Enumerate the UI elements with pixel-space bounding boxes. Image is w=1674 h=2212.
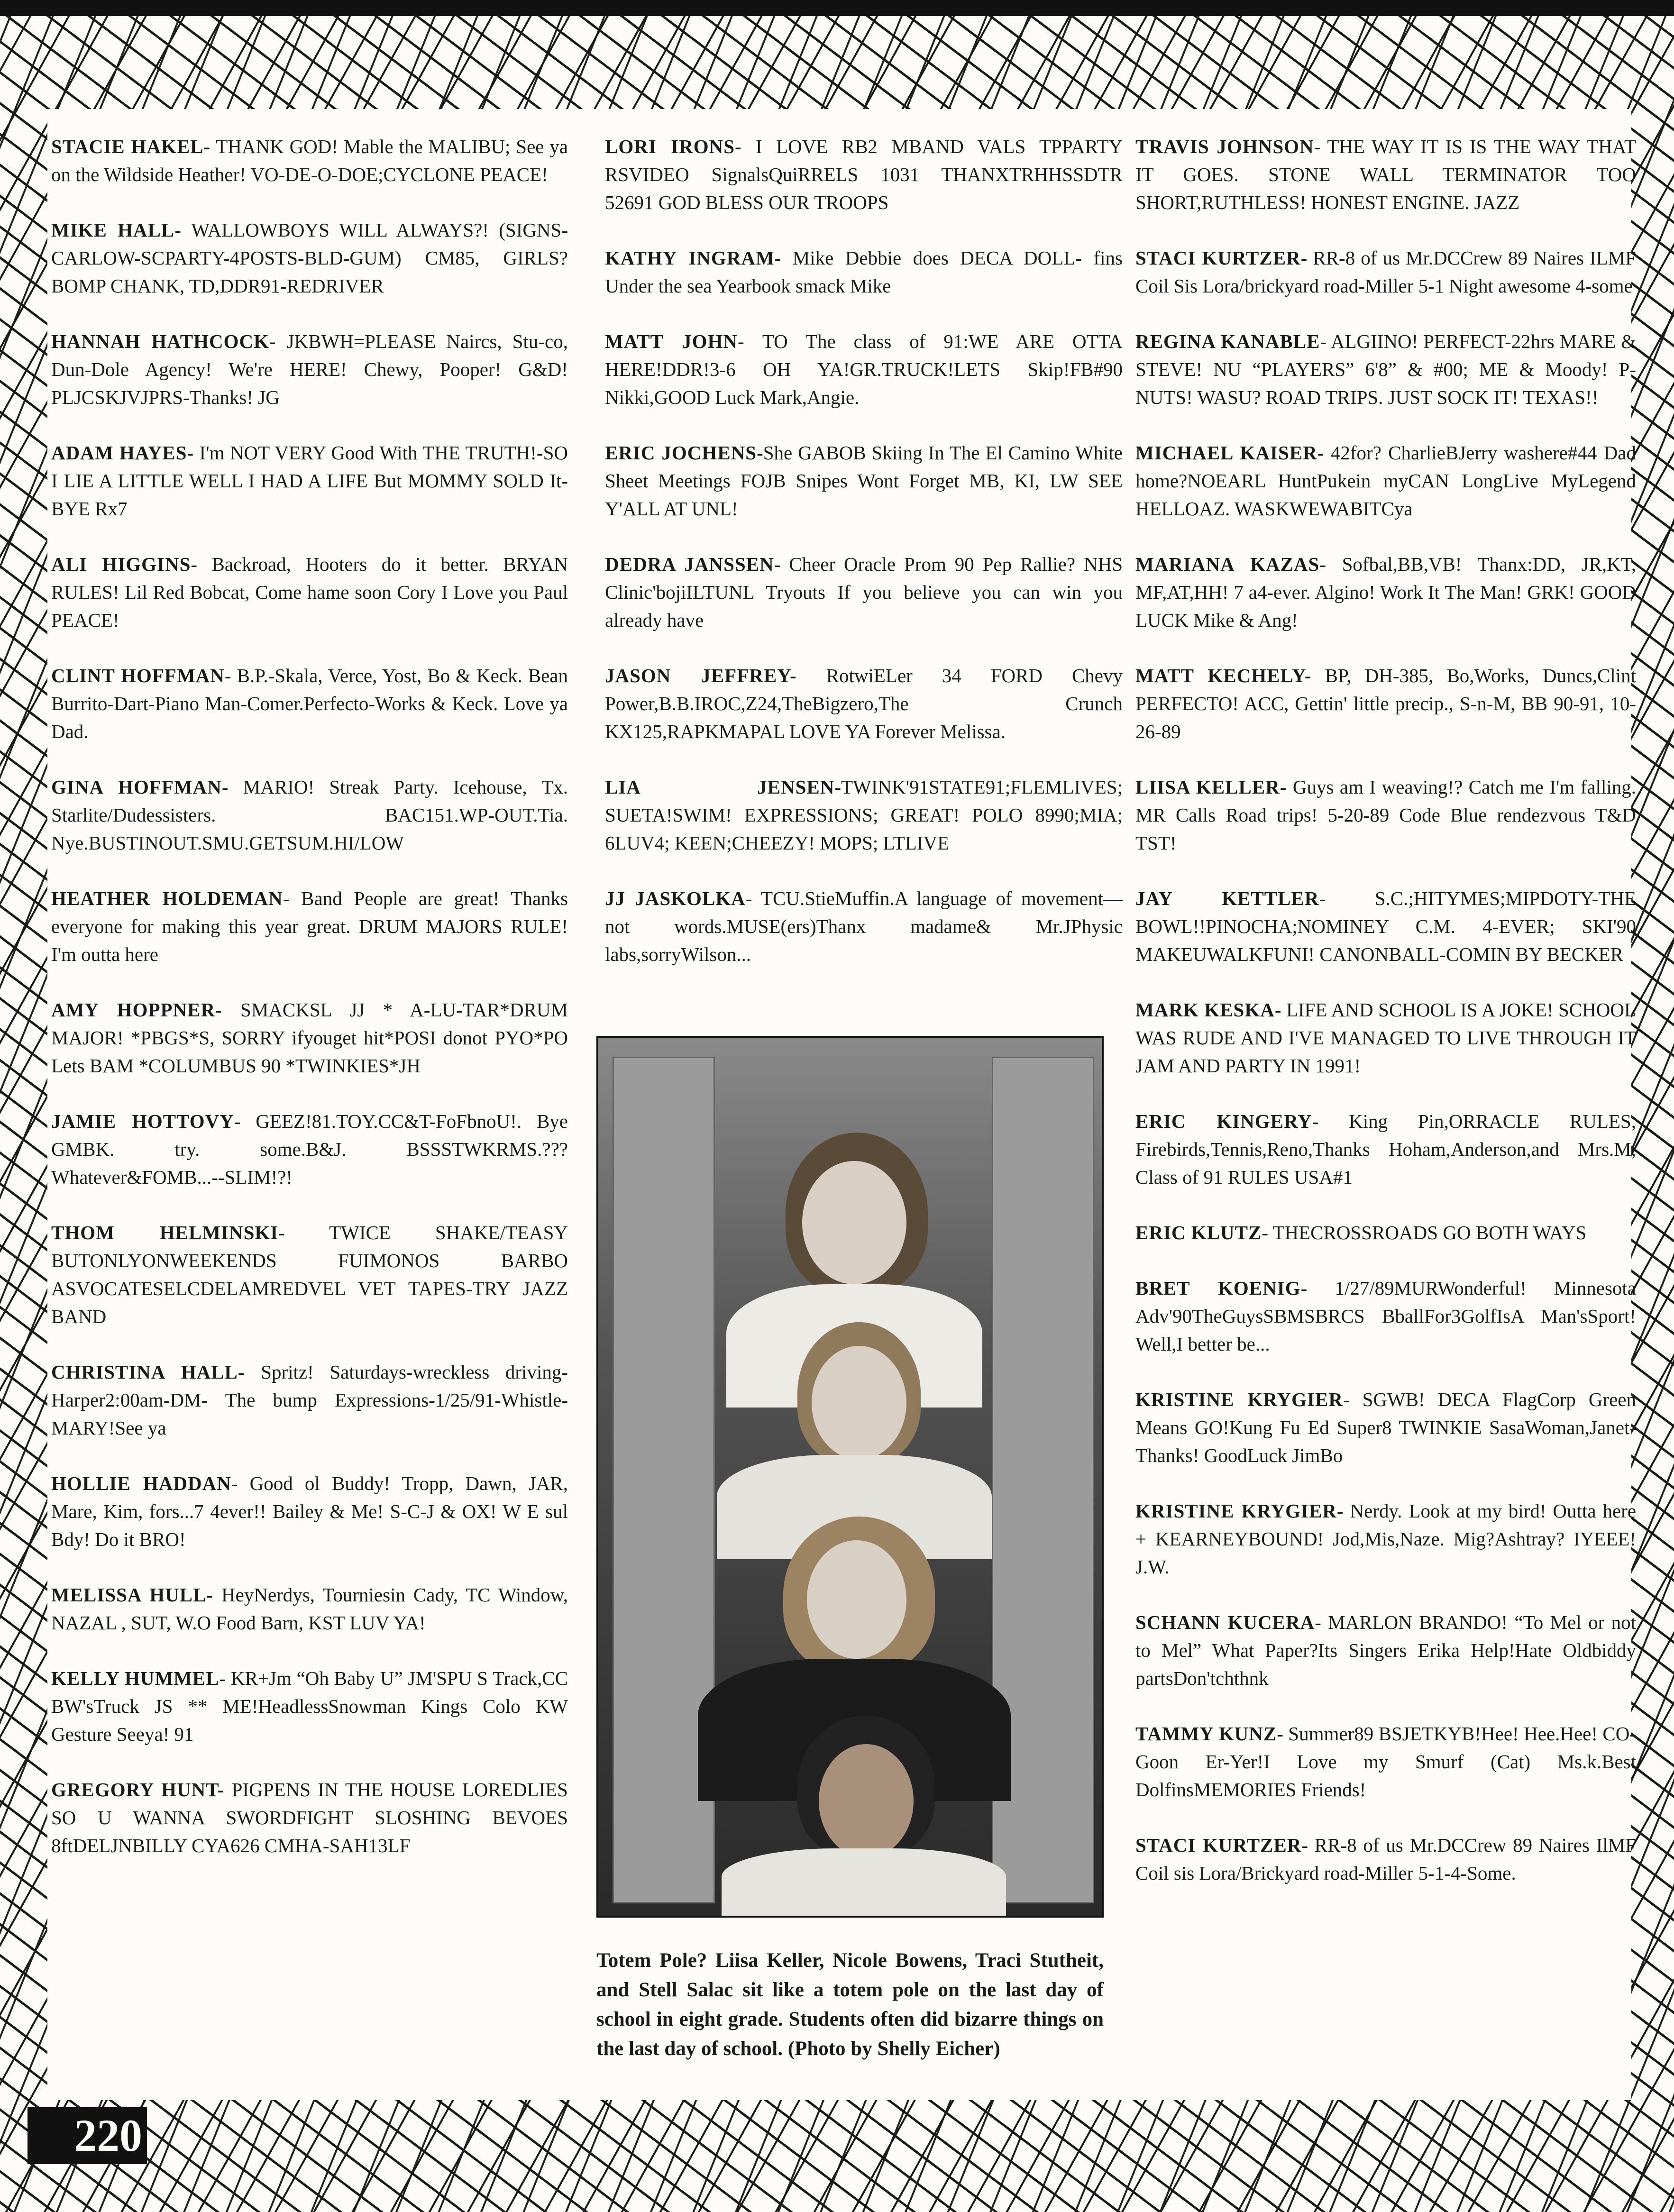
girl-2-face — [812, 1346, 906, 1460]
senior-name: ALI HIGGINS — [51, 553, 191, 575]
senior-message: - Sofbal,BB,VB! Thanx:DD, JR,KT, MF,AT,HH! 7 a4-ever. Algino! Work It The Man! GRK! GOOD LUCK Mike & Ang! — [1135, 553, 1636, 631]
senior-name: KRISTINE KRYGIER — [1135, 1389, 1343, 1410]
senior-entry — [51, 1581, 568, 1637]
senior-name: HANNAH HATHCOCK- — [51, 330, 276, 352]
senior-name: BRET KOENIG — [1135, 1277, 1301, 1299]
senior-message: - SGWB! DECA FlagCorp Green Means GO!Kung Fu Ed Super8 TWINKIE SasaWoman,Janet-Thanks! GoodLuck JimBo — [1135, 1389, 1636, 1466]
senior-message: - MARIO! Streak Party. Icehouse, Tx. Starlite/Dudessisters. BAC151.WP-OUT.Tia. Nye.BUSTINOUT.SMU.GETSUM.HI/LOW — [51, 776, 568, 854]
senior-message: HeyNerdys, Tourniesin Cady, TC Window, NAZAL , SUT, W.O Food Barn, KST LUV YA! — [51, 1584, 568, 1634]
senior-message: - RR-8 of us Mr.DCCrew 89 Naires ILMF Coil Sis Lora/brickyard road-Miller 5-1 Night awesome 4-some — [1135, 247, 1636, 297]
senior-name: MATT KECHELY- — [1135, 665, 1312, 686]
senior-entry — [51, 328, 568, 411]
senior-entry — [1135, 773, 1636, 857]
senior-name: MATT JOHN- — [605, 330, 745, 352]
senior-message: - Cheer Oracle Prom 90 Pep Rallie? NHS Clinic'bojiILTUNL Tryouts If you believe you can win you already have — [605, 553, 1123, 631]
senior-name: CLINT HOFFMAN — [51, 665, 225, 686]
senior-entry — [1135, 1831, 1636, 1887]
senior-entry — [51, 133, 568, 189]
senior-entry — [1135, 244, 1636, 300]
senior-message: - THE WAY IT IS IS THE WAY THAT IT GOES. STONE WALL TERMINATOR TOO SHORT,RUTHLESS! HONEST ENGINE. JAZZ — [1135, 136, 1636, 213]
senior-entry — [51, 1107, 568, 1191]
senior-entry — [605, 662, 1123, 746]
senior-name: JASON JEFFREY- — [605, 665, 797, 686]
column-2 — [605, 133, 1123, 996]
senior-entry — [51, 216, 568, 300]
senior-message: - TWICE SHAKE/TEASY BUTONLYONWEEKENDS FUIMONOS BARBO ASVOCATESELCDELAMREDVEL VET TAPES-TRY JAZZ BAND — [51, 1222, 568, 1327]
senior-name: MARK KESKA — [1135, 999, 1275, 1021]
senior-name: LORI IRONS- — [605, 136, 742, 157]
senior-message: - Good ol Buddy! Tropp, Dawn, JAR, Mare, Kim, fors...7 4ever!! Bailey & Me! S-C-J & OX! W E sul Bdy! Do it BRO! — [51, 1472, 568, 1550]
senior-name: HOLLIE HADDAN — [51, 1472, 231, 1494]
senior-message: - MARLON BRANDO! “To Mel or not to Mel” What Paper?Its Singers Erika Help!Hate Oldbiddy partsDon'tchthnk — [1135, 1611, 1637, 1689]
senior-message: - THECROSSROADS GO BOTH WAYS — [1262, 1222, 1587, 1243]
senior-name: SCHANN KUCERA — [1135, 1611, 1315, 1633]
caption-text: Liisa Keller, Nicole Bowens, Traci Stutheit, and Stell Salac sit like a totem pole on the last day of school in eight grade. Students often did bizarre things on the last day of school. (Photo by Shelly Eicher) — [596, 1949, 1104, 2060]
senior-name: DEDRA JANSSEN — [605, 553, 774, 575]
senior-entry — [1135, 1107, 1636, 1191]
senior-name: TAMMY KUNZ — [1135, 1723, 1277, 1745]
senior-name: ERIC JOCHENS — [605, 442, 757, 464]
senior-name: AMY HOPPNER- — [51, 999, 222, 1021]
senior-name: TRAVIS JOHNSON — [1135, 136, 1314, 157]
senior-entry — [1135, 885, 1636, 969]
senior-entry — [1135, 662, 1636, 746]
senior-name: ERIC KINGERY — [1135, 1110, 1312, 1132]
senior-name: THOM HELMINSKI — [51, 1222, 279, 1243]
senior-entry — [51, 1776, 568, 1860]
senior-name: LIISA KELLER- — [1135, 776, 1287, 798]
senior-entry — [51, 1664, 568, 1748]
senior-name: MARIANA KAZAS — [1135, 553, 1320, 575]
senior-message: - Nerdy. Look at my bird! Outta here + KEARNEYBOUND! Jod,Mis,Naze. Mig?Ashtray? IYEEE! J.W. — [1135, 1500, 1636, 1578]
senior-message: PIGPENS IN THE HOUSE LOREDLIES SO U WANNA SWORDFIGHT SLOSHING BEVOES 8ftDELJNBILLY CYA626 CMHA-SAH13LF — [51, 1779, 568, 1856]
senior-entry — [605, 328, 1123, 411]
senior-name: JAMIE HOTTOVY — [51, 1110, 234, 1132]
senior-entry — [1135, 133, 1636, 217]
photo-caption — [596, 1946, 1104, 2064]
senior-entry — [1135, 1274, 1636, 1358]
senior-entry — [51, 996, 568, 1080]
senior-message: - Mike Debbie does DECA DOLL- fins Under the sea Yearbook smack Mike — [605, 247, 1123, 297]
senior-message: - King Pin,ORRACLE RULES, Firebirds,Tennis,Reno,Thanks Hoham,Anderson,and Mrs.M, Class of 91 RULES USA#1 — [1135, 1110, 1636, 1188]
senior-message: - Summer89 BSJETKYB!Hee! Hee.Hee! CO-Goon Er-Yer!I Love my Smurf (Cat) Ms.k.Best DolfinsMEMORIES Friends! — [1135, 1723, 1636, 1801]
column-1 — [51, 133, 568, 1887]
girl-1-face — [802, 1161, 906, 1284]
senior-message: Spritz! Saturdays-wreckless driving-Harper2:00am-DM- The bump Expressions-1/25/91-Whistle-MARY!See ya — [51, 1361, 568, 1439]
senior-name: CHRISTINA HALL- — [51, 1361, 245, 1383]
girl-3-face — [807, 1540, 906, 1659]
senior-name: LIA JENSEN — [605, 776, 835, 798]
senior-message: JKBWH=PLEASE Naircs, Stu-co, Dun-Dole Agency! We're HERE! Chewy, Pooper! G&D! PLJCSKJVJPRS-Thanks! JG — [51, 330, 568, 408]
senior-message: I LOVE RB2 MBAND VALS TPPARTY RSVIDEO SignalsQuiRRELS 1031 THANXTRHHSSDTR 52691 GOD BLESS OUR TROOPS — [605, 136, 1123, 213]
girl-4-shirt — [722, 1848, 1006, 1918]
column-3 — [1135, 133, 1636, 1915]
senior-entry — [1135, 1720, 1636, 1804]
senior-message: - 42for? CharlieBJerry washere#44 Dad home?NOEARL HuntPukein myCAN LongLive MyLegend HELLOAZ. WASKWEWABITCya — [1135, 442, 1636, 520]
senior-message: -She GABOB Skiing In The El Camino White Sheet Meetings FOJB Snipes Wont Forget MB, KI, LW SEE Y'ALL AT UNL! — [605, 442, 1123, 520]
senior-name: GINA HOFFMAN — [51, 776, 222, 798]
caption-lead: Totem Pole? — [596, 1949, 707, 1972]
senior-entry — [605, 244, 1123, 300]
senior-entry — [605, 133, 1123, 217]
senior-message: - GEEZ!81.TOY.CC&T-FoFbnoU!. Bye GMBK. try. some.B&J. BSSSTWKRMS.??? Whatever&FOMB...--SLIM!?! — [51, 1110, 568, 1188]
senior-entry — [51, 662, 568, 746]
senior-message: - Backroad, Hooters do it better. BRYAN RULES! Lil Red Bobcat, Come hame soon Cory I Love you Paul PEACE! — [51, 553, 568, 631]
senior-message: TO The class of 91:WE ARE OTTA HERE!DDR!3-6 OH YA!GR.TRUCK!LETS Skip!FB#90 Nikki,GOOD Luck Mark,Angie. — [605, 330, 1123, 408]
senior-entry — [1135, 1219, 1636, 1247]
senior-entry — [51, 550, 568, 634]
senior-entry — [51, 885, 568, 969]
senior-name: KRISTINE KRYGIER — [1135, 1500, 1337, 1522]
senior-entry — [1135, 439, 1636, 523]
senior-name: MELISSA HULL- — [51, 1584, 214, 1606]
senior-entry — [1135, 1609, 1636, 1692]
senior-name: JAY KETTLER — [1135, 887, 1319, 909]
senior-message: RotwiELer 34 FORD Chevy Power,B.B.IROC,Z24,TheBigzero,The Crunch KX125,RAPKMAPAL LOVE YA Forever Melissa. — [605, 665, 1123, 742]
senior-name: STACI KURTZER — [1135, 247, 1301, 269]
senior-entry — [1135, 550, 1636, 634]
senior-name: ADAM HAYES- — [51, 442, 194, 464]
senior-name: MIKE HALL- — [51, 219, 182, 241]
senior-name: STACIE HAKEL- — [51, 136, 211, 157]
top-edge-bar — [0, 0, 1674, 16]
senior-message: - B.P.-Skala, Verce, Yost, Bo & Keck. Bean Burrito-Dart-Piano Man-Comer.Perfecto-Works & Keck. Love ya Dad. — [51, 665, 568, 742]
senior-entry — [1135, 996, 1636, 1080]
senior-name: KATHY INGRAM — [605, 247, 775, 269]
senior-entry — [1135, 328, 1636, 411]
senior-entry — [1135, 1497, 1636, 1581]
senior-message: - RR-8 of us Mr.DCCrew 89 Naires IlMF Coil sis Lora/Brickyard road-Miller 5-1-4-Some. — [1135, 1834, 1636, 1884]
senior-name: JJ JASKOLKA — [605, 887, 746, 909]
senior-message: I'm NOT VERY Good With THE TRUTH!-SO I LIE A LITTLE WELL I HAD A LIFE But MOMMY SOLD It-BYE Rx7 — [51, 442, 568, 520]
senior-message: -TWINK'91STATE91;FLEMLIVES; SUETA!SWIM! EXPRESSIONS; GREAT! POLO 8990;MIA; 6LUV4; KEEN;CHEEZY! MOPS; LTLIVE — [605, 776, 1123, 854]
senior-message: SMACKSL JJ * A-LU-TAR*DRUM MAJOR! *PBGS*S, SORRY ifyouget hit*POSI donot PYO*PO Lets BAM *COLUMBUS 90 *TWINKIES*JH — [51, 999, 568, 1077]
senior-message: WALLOWBOYS WILL ALWAYS?! (SIGNS-CARLOW-SCPARTY-4POSTS-BLD-GUM) CM85, GIRLS? BOMP CHANK, TD,DDR91-REDRIVER — [51, 219, 568, 297]
senior-message: - Band People are great! Thanks everyone for making this year great. DRUM MAJORS RULE! I'm outta here — [51, 887, 568, 965]
senior-name: HEATHER HOLDEMAN — [51, 887, 283, 909]
page-number: 220 — [27, 2107, 147, 2164]
senior-message: - ALGIINO! PERFECT-22hrs MARE & STEVE! NU “PLAYERS” 6'8” & #00; ME & Moody! P-NUTS! WASU? ROAD TRIPS. JUST SOCK IT! TEXAS!! — [1135, 330, 1637, 408]
totem-pole-photo — [596, 1036, 1104, 1918]
senior-entry — [1135, 1386, 1636, 1470]
senior-entry — [51, 1358, 568, 1442]
senior-message: - 1/27/89MURWonderful! Minnesota Adv'90TheGuysSBMSBRCS BballFor3GolfIsA Man'sSport! Well,I better be... — [1135, 1277, 1637, 1355]
girl-4-face — [819, 1744, 914, 1858]
senior-message: THANK GOD! Mable the MALIBU; See ya on the Wildside Heather! VO-DE-O-DOE;CYCLONE PEACE! — [51, 136, 568, 185]
senior-message: - LIFE AND SCHOOL IS A JOKE! SCHOOL WAS RUDE AND I'VE MANAGED TO LIVE THROUGH IT JAM AND PARTY IN 1991! — [1135, 999, 1636, 1077]
senior-name: STACI KURTZER — [1135, 1834, 1302, 1856]
senior-entry — [51, 773, 568, 857]
senior-name: KELLY HUMMEL — [51, 1667, 220, 1689]
senior-entry — [605, 773, 1123, 857]
senior-name: GREGORY HUNT- — [51, 1779, 225, 1801]
senior-entry — [51, 439, 568, 523]
senior-entry — [51, 1219, 568, 1331]
senior-entry — [605, 439, 1123, 523]
senior-message: - TCU.StieMuffin.A language of movement—not words.MUSE(ers)Thanx madame& Mr.JPhysic labs,sorryWilson... — [605, 887, 1123, 965]
senior-entry — [51, 1470, 568, 1554]
senior-entry — [605, 885, 1123, 969]
senior-name: MICHAEL KAISER — [1135, 442, 1317, 464]
senior-message: Guys am I weaving!? Catch me I'm falling. MR Calls Road trips! 5-20-89 Code Blue rendezvous T&D TST! — [1135, 776, 1636, 854]
senior-entry — [605, 550, 1123, 634]
senior-message: - KR+Jm “Oh Baby U” JM'SPU S Track,CC BW'sTruck JS ** ME!HeadlessSnowman Kings Colo KW Gesture Seeya! 91 — [51, 1667, 568, 1745]
senior-name: REGINA KANABLE — [1135, 330, 1320, 352]
senior-message: - S.C.;HITYMES;MIPDOTY-THE BOWL!!PINOCHA;NOMINEY C.M. 4-EVER; SKI'90 MAKEUWALKFUNI! CANONBALL-COMIN BY BECKER — [1135, 887, 1636, 965]
senior-message: BP, DH-385, Bo,Works, Duncs,Clint PERFECTO! ACC, Gettin' little precip., S-n-M, BB 90-91, 10-26-89 — [1135, 665, 1636, 742]
senior-name: ERIC KLUTZ — [1135, 1222, 1262, 1243]
